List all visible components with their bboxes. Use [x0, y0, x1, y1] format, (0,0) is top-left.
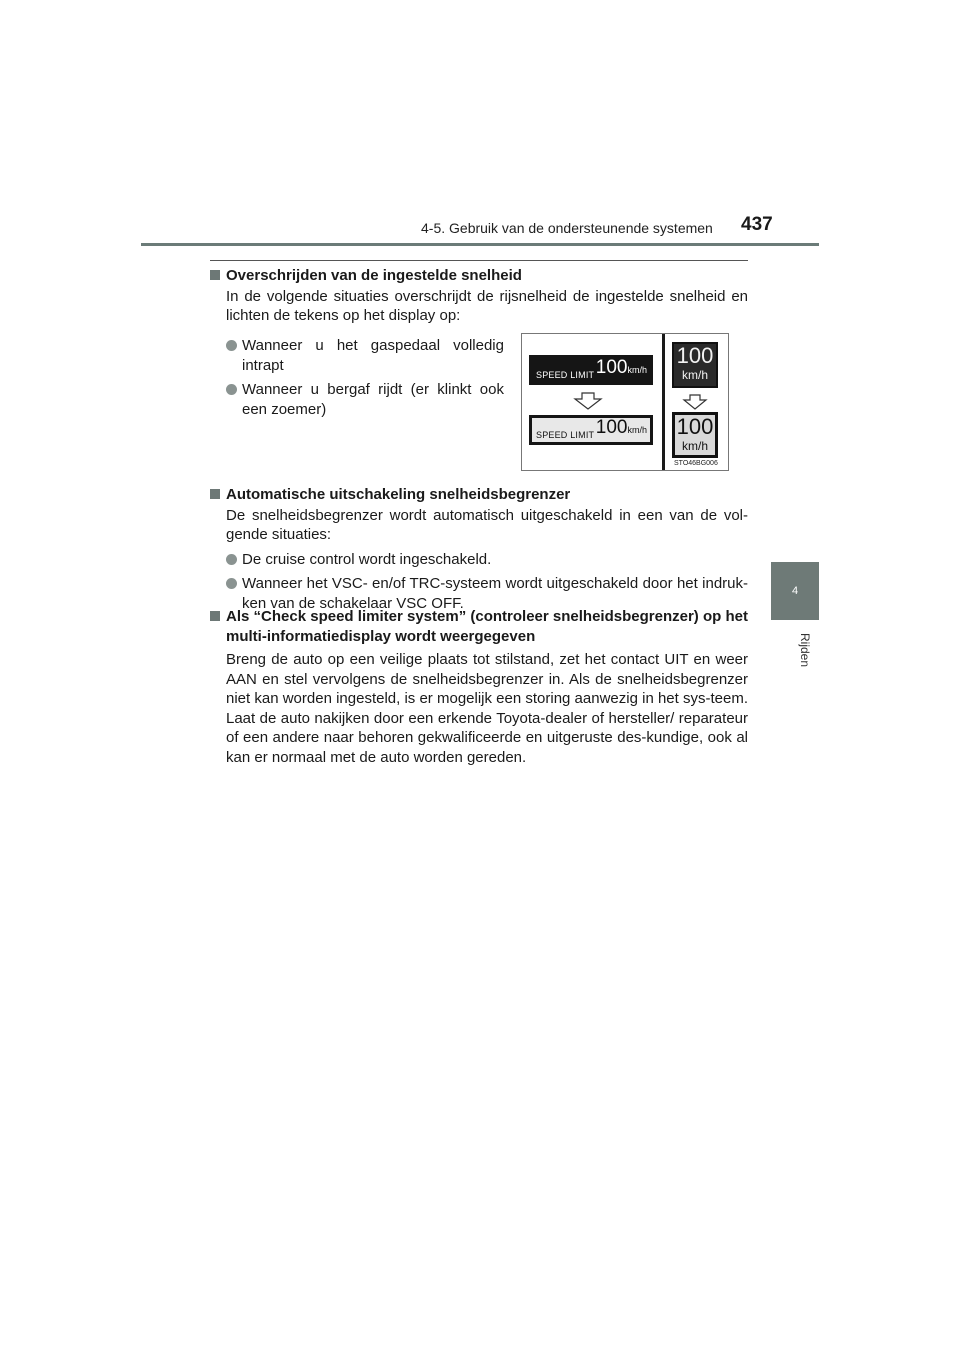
display-label: SPEED LIMIT [536, 370, 595, 380]
list-item: Wanneer u het gaspedaal volledig intrapt [210, 336, 504, 375]
display-value: 100 [595, 357, 628, 378]
section-heading: Automatische uitschakeling snelheidsbegrenzer [210, 485, 748, 505]
arrow-down-icon [573, 392, 603, 410]
section-check-message [210, 607, 748, 767]
square-bullet-icon [210, 270, 220, 280]
display-flashing [529, 415, 653, 445]
section-heading: Als “Check speed limiter system” (controleer snelheidsbegrenzer) op het multi-informatiedisplay wordt weergegeven [210, 607, 748, 646]
section-heading: Overschrijden van de ingestelde snelheid [210, 266, 748, 286]
section-auto-cancel [210, 485, 748, 613]
speed-sign-normal: 100 km/h [672, 342, 718, 388]
speed-limit-illustration [521, 333, 729, 471]
circle-bullet-icon [226, 340, 237, 351]
chapter-label: Rijden [798, 633, 812, 668]
display-unit: km/h [627, 365, 647, 375]
bullet-list [210, 331, 504, 419]
figure-code: STO46BG006 [674, 460, 718, 467]
circle-bullet-icon [226, 578, 237, 589]
list-item: De cruise control wordt ingeschakeld. [210, 550, 748, 570]
header-rule [141, 243, 819, 246]
header-section-title: 4-5. Gebruik van de ondersteunende systemen [421, 220, 713, 236]
list-item: Wanneer u bergaf rijdt (er klinkt ook een zoemer) [210, 380, 504, 419]
section-intro: In de volgende situaties overschrijdt de rijsnelheid de ingestelde snelheid en lichten de tekens op het display op: [226, 287, 748, 324]
circle-bullet-icon [226, 384, 237, 395]
page-number: 437 [741, 214, 773, 235]
display-unit: km/h [627, 425, 647, 435]
chapter-tab: 4 [771, 562, 819, 620]
circle-bullet-icon [226, 554, 237, 565]
section-rule [210, 260, 748, 261]
display-normal [529, 355, 653, 385]
display-value: 100 [595, 417, 628, 438]
section-speed-exceed [210, 266, 748, 326]
figure-divider [662, 334, 665, 470]
speed-sign-flashing: 100 km/h [672, 412, 718, 458]
section-intro: De snelheidsbegrenzer wordt automatisch uitgeschakeld in een van de vol-gende situaties: [226, 506, 748, 543]
list-item: Wanneer het VSC- en/of TRC-systeem wordt uitgeschakeld door het indruk-ken van de schakelaar VSC OFF. [210, 574, 748, 613]
arrow-down-icon [682, 394, 708, 410]
square-bullet-icon [210, 489, 220, 499]
section-body: Breng de auto op een veilige plaats tot stilstand, zet het contact UIT en weer AAN en stel vervolgens de snelheidsbegrenzer in. Als de snelheidsbegrenzer niet kan worden ingesteld, is er mogelijk een storing aanwezig in het sys-teem. Laat de auto nakijken door een erkende Toyota-dealer of hersteller/ reparateur of een andere naar behoren gekwalificeerde en uitgeruste des-kundige, ook al kan er normaal met de auto worden gereden. [226, 651, 748, 766]
display-label: SPEED LIMIT [536, 430, 595, 440]
square-bullet-icon [210, 611, 220, 621]
